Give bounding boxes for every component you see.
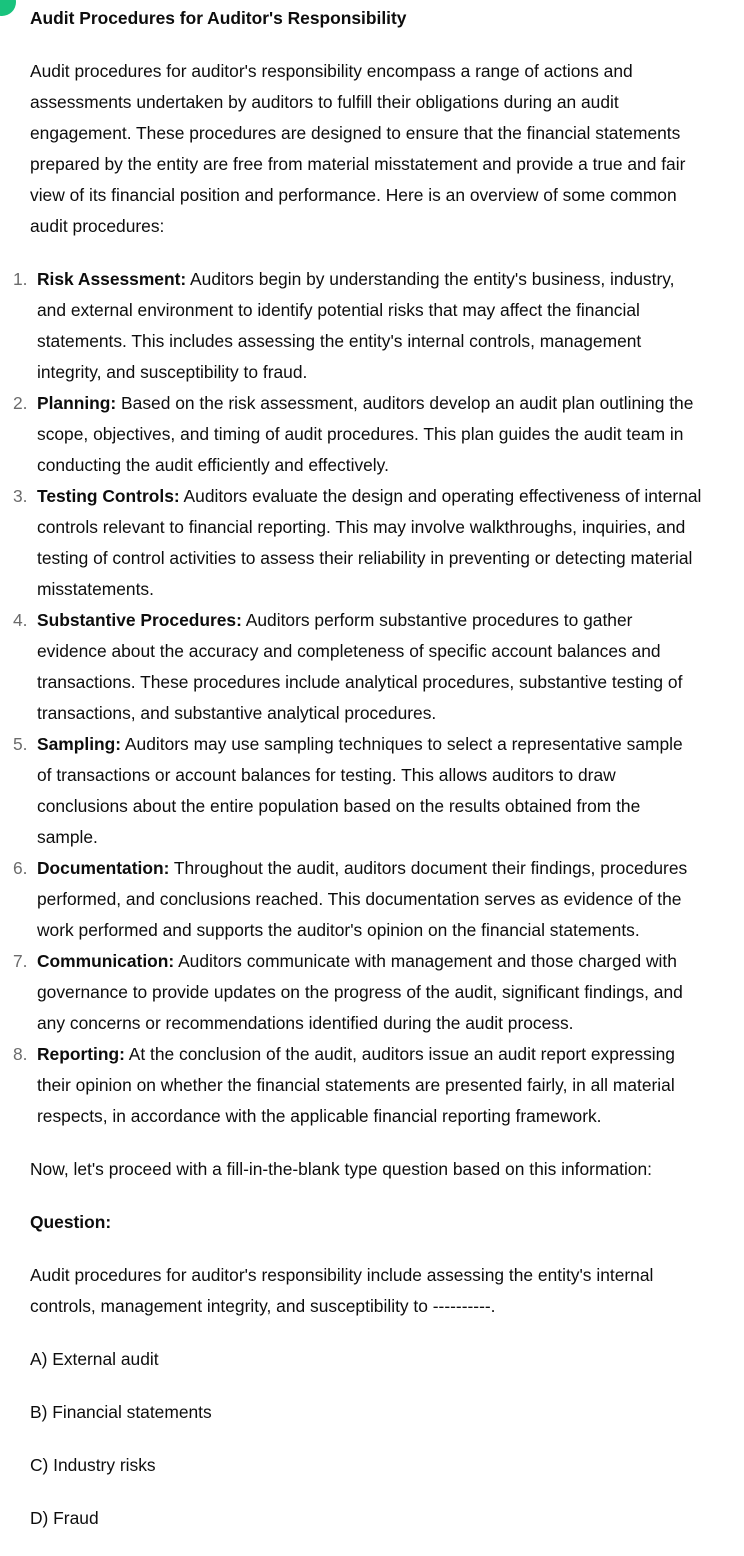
option-a: A) External audit <box>30 1349 159 1369</box>
assistant-avatar-icon <box>0 0 16 16</box>
procedure-item <box>13 605 702 729</box>
list-number: 5. <box>13 734 28 754</box>
list-number: 8. <box>13 1044 28 1064</box>
procedure-term: Substantive Procedures: <box>37 610 242 630</box>
list-number: 2. <box>13 393 28 413</box>
procedure-text: Throughout the audit, auditors document their findings, procedures performed, and conclusions reached. This documentation serves as evidence of the work performed and supports the auditor's opinion on the financial statements. <box>37 858 688 940</box>
assistant-message <box>13 0 702 1556</box>
transition-paragraph: Now, let's proceed with a fill-in-the-blank type question based on this information: <box>30 1159 652 1179</box>
procedure-text: Auditors begin by understanding the entity's business, industry, and external environment to identify potential risks that may affect the financial statements. This includes assessing the entity's internal controls, management integrity, and susceptibility to fraud. <box>37 269 675 382</box>
question-label: Question: <box>30 1212 112 1232</box>
list-number: 1. <box>13 269 28 289</box>
procedures-list <box>13 264 702 1132</box>
procedure-item <box>13 946 702 1039</box>
procedure-text: Auditors may use sampling techniques to select a representative sample of transactions or account balances for testing. This allows auditors to draw conclusions about the entire population based on the results obtained from the sample. <box>37 734 683 847</box>
question-text: Audit procedures for auditor's responsibility include assessing the entity's internal controls, management integrity, and susceptibility to ----------. <box>30 1265 654 1316</box>
procedure-item <box>13 481 702 605</box>
procedure-item <box>13 1039 702 1132</box>
procedure-term: Testing Controls: <box>37 486 180 506</box>
procedure-term: Reporting: <box>37 1044 125 1064</box>
list-number: 7. <box>13 951 28 971</box>
option-d: D) Fraud <box>30 1508 99 1528</box>
procedure-term: Planning: <box>37 393 117 413</box>
list-number: 6. <box>13 858 28 878</box>
option-c: C) Industry risks <box>30 1455 156 1475</box>
procedure-item <box>13 264 702 388</box>
procedure-text: Auditors evaluate the design and operating effectiveness of internal controls relevant to financial reporting. This may involve walkthroughs, inquiries, and testing of control activities to assess their reliability in preventing or detecting material misstatements. <box>37 486 702 599</box>
procedure-item <box>13 729 702 853</box>
procedure-term: Sampling: <box>37 734 122 754</box>
procedure-text: Auditors perform substantive procedures to gather evidence about the accuracy and completeness of specific account balances and transactions. These procedures include analytical procedures, substantive testing of transactions, and substantive analytical procedures. <box>37 610 683 723</box>
list-number: 4. <box>13 610 28 630</box>
procedure-text: Auditors communicate with management and those charged with governance to provide updates on the progress of the audit, significant findings, and any concerns or recommendations identified during the audit process. <box>37 951 683 1033</box>
procedure-term: Communication: <box>37 951 175 971</box>
intro-paragraph: Audit procedures for auditor's responsibility encompass a range of actions and assessments undertaken by auditors to fulfill their obligations during an audit engagement. These procedures are designed to ensure that the financial statements prepared by the entity are free from material misstatement and provide a true and fair view of its financial position and performance. Here is an overview of some common audit procedures: <box>30 61 686 236</box>
procedure-text: At the conclusion of the audit, auditors issue an audit report expressing their opinion on whether the financial statements are presented fairly, in all material respects, in accordance with the applicable financial reporting framework. <box>37 1044 675 1126</box>
response-title: Audit Procedures for Auditor's Responsibility <box>30 8 407 28</box>
procedure-text: Based on the risk assessment, auditors develop an audit plan outlining the scope, objectives, and timing of audit procedures. This plan guides the audit team in conducting the audit efficiently and effectively. <box>37 393 694 475</box>
procedure-item <box>13 853 702 946</box>
list-number: 3. <box>13 486 28 506</box>
option-b: B) Financial statements <box>30 1402 212 1422</box>
procedure-item <box>13 388 702 481</box>
procedure-term: Risk Assessment: <box>37 269 187 289</box>
procedure-term: Documentation: <box>37 858 170 878</box>
